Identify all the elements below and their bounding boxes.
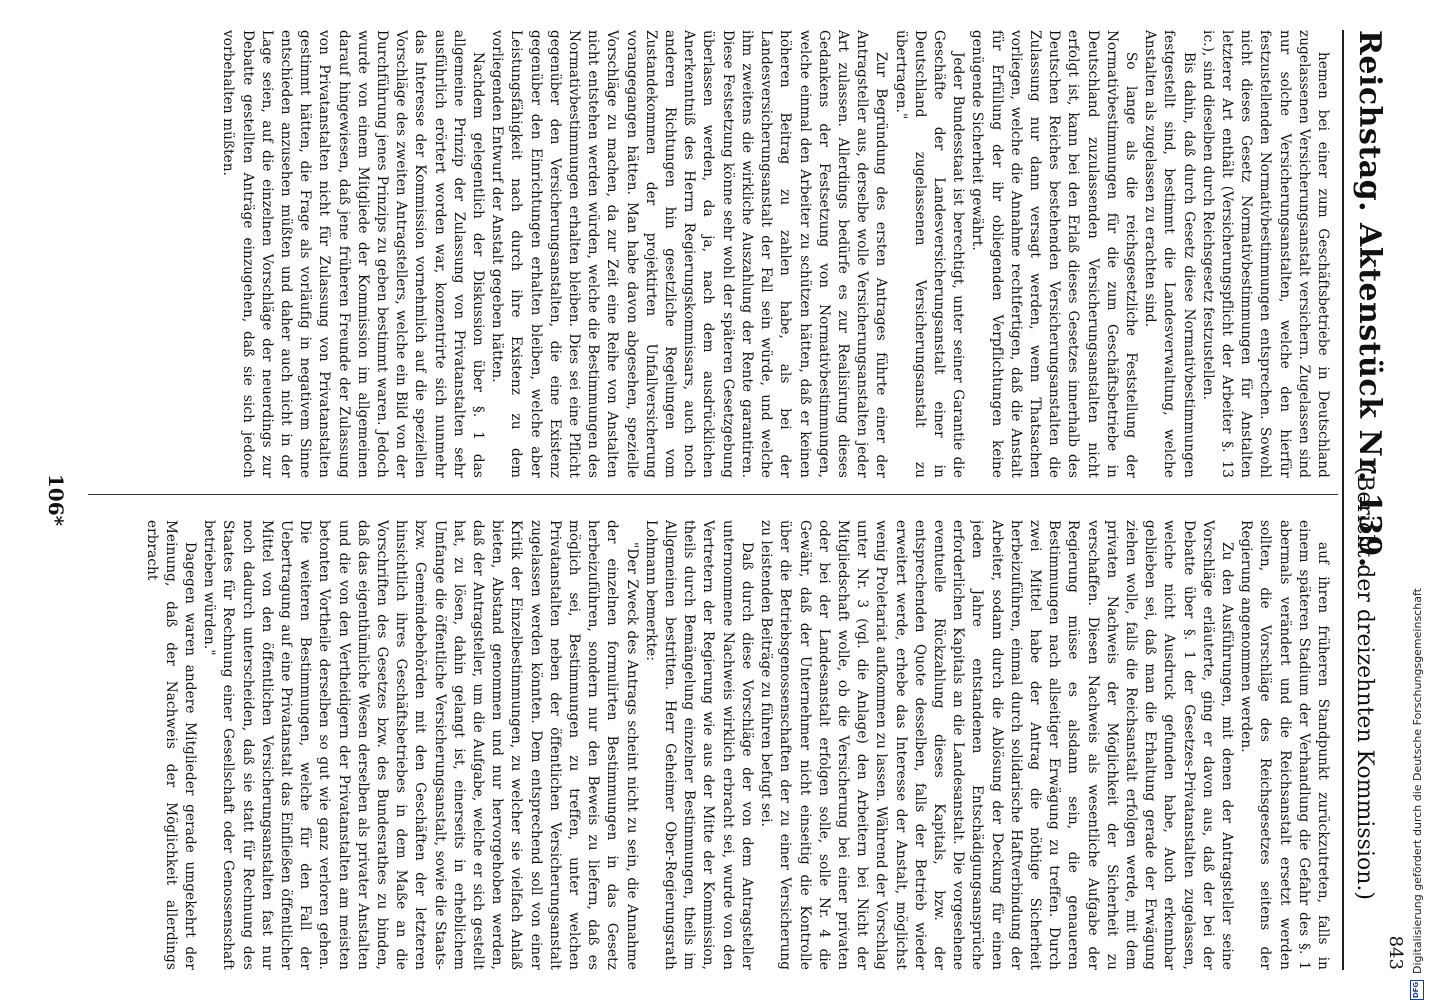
footer-text: Digitalisierung gefördert durch die Deutsche Forschungsgemeinschaft [1410,588,1424,974]
right-column [92,520,1332,970]
right-paragraph: Dagegen waren andere Mitglieder gerade umgekehrt der Meinung, daß der Nachweis der Möglichkeit allerdings erbracht [143,520,199,970]
header-page-number: (Bericht der dreizehnten Kommission.) [1352,466,1377,900]
dfg-logo-icon: DFG [1410,980,1424,1000]
header-page-num: 843 [1385,935,1406,970]
left-column [92,30,1332,478]
left-paragraph: Bis dahin, daß durch Gesetz diese Normativbestimmungen festgestellt sind, bestimmt die Landesverwaltung, welche Anstalten als zugelassen zu erachten sind. [1142,30,1197,478]
right-paragraph: Daß durch diese Vorschläge der von dem Antragsteller unternommene Nachweis wirklich erbracht sei, wurde von den Vertretern der Regierung wie aus der Mitte der Kommission, theils durch Bemängelung einzelner Bestimmungen, theils im Allgemeinen bestritten. Herr Geheimer Ober-Regierungsrath Lohmann bemerkte: [642,520,755,970]
page-header [1342,30,1404,970]
header-title: Reichstag. Aktenstück Nr. 139. [1352,30,1387,568]
right-paragraph: "Der Zweck des Antrags scheint nicht zu sein, die Annahme der einzelnen formulirten Bestimmungen in das Gesetz herbeizuführen, sondern nur den Beweis zu liefern, daß es möglich sei, Bestimmungen zu treffen, unter welchen Privatanstalten neben der öffentlichen Versicherungsanstalt zugelassen werden könnten. Dem entsprechend soll von einer Kritik der Einzelbestimmungen, zu welcher sie vielfach Anlaß bieten, Abstand genommen und nur hervorgehoben werden, daß der Antragsteller, um die Aufgabe, welche er sich gestellt hat, zu lösen, dahin gelangt ist, einerseits in erheblichem Umfange die öffentliche Versicherungsanstalt, sowie die Staats- bzw. Gemeindebehörden mit den Geschäften der letzteren hinsichtlich ihres Geschäftsbetriebes in dem Maße an die Vorschriften des Gesetzes bzw. des Bundesrathes zu binden, daß das eigenthümliche Wesen derselben als privater Anstalten und die von den Vertheidigern der Privatanstalten am meisten betonten Vortheile derselben so gut wie ganz verloren gehen. Die weiteren Bestimmungen, welche für den Fall der Uebertragung auf eine Privatanstalt das Einfließen öffentlicher Mittel von den öffentlichen Versicherungsanstalten fast nur noch dadurch unterscheiden, daß sie statt für Rechnung des Staates für Rechnung einer Gesellschaft oder Genossenschaft betrieben würden." [201,520,640,970]
left-paragraph: Zur Begründung des ersten Antrages führte einer der Antragsteller aus, derselbe wolle Versicherungsanstalten jeder Art zulassen. Allerdings bedürfe es zur Realisirung dieses Gedankens der Festsetzung von Normativbestimmungen, welche einmal den Arbeiter zu schützen hätten, daß er keinen höheren Beitrag zu zahlen habe, als bei der Landesversicherungsanstalt der Fall sein würde, und welche ihm zweitens die wirkliche Auszahlung der Rente garantiren. Diese Festsetzung könne sehr wohl der späteren Gesetzgebung überlassen werden, da ja, nach dem ausdrücklichen Anerkenntniß des Herrn Regierungskommissars, auch noch anderen Richtungen hin gesetzliche Regelungen vom Zustandekommen der projektirten Unfallversicherung vorangegangen hätten. Man habe davon abgesehen, spezielle Vorschläge zu machen, da zur Zeit eine Reihe von Anstalten nicht entstehen werden würden, welche die Bestimmungen des Normativbestimmungen erhalten bleiben. Dies sei eine Pflicht gegenüber den Versicherungsanstalten, die eine Existenz gegenüber den Einrichtungen erhalten bleiben, welche aber Leistungsfähigkeit nach durch ihre Existenz zu dem vorliegenden Entwurf der Anstalt gegeben hätten. [489,30,890,478]
left-paragraph: Jeder Bundesstaat ist berechtigt, unter seiner Garantie die Geschäfte der Landesversicherungsanstalt einer in Deutschland zugelassenen Versicherungsanstalt zu übertragen." [892,30,967,478]
bottom-page-number: 106* [44,473,68,527]
digitization-footer [1410,400,1424,1000]
left-paragraph: Nachdem gelegentlich der Diskussion über §. 1 das allgemeine Prinzip der Zulassung von Privatanstalten sehr ausführlich erörtert worden war, konzentrirte sich nunmehr das Interesse der Kommission vornehmlich auf die speziellen Vorschläge des zweiten Antragstellers, welche ein Bild von der Durchführung jenes Prinzips zu geben bestimmt waren. Jedoch wurde von einem Mitgliede der Kommission im allgemeinen darauf hingewiesen, daß jene früheren Freunde der Zulassung von Privatanstalten nicht für Zulassung von Privatanstalten gestimmt hätten, die Frage als vorläufig in negativem Sinne entschieden anzusehen müßten und daher auch nicht in der Lage seien, auf die einzelnen Vorschläge der neuerdings zur Debatte gestellten Anträge einzugehen, daß sie sich jedoch vorbehalten müßten. [220,30,487,478]
right-paragraph: auf ihren früheren Standpunkt zurückzutreten, falls in einem späteren Stadium der Verhandlung die Gefahr des §. 1 abermals verändert und die Reichsanstalt ersetzt werden sollten, die Vorschläge des Reichsgesetzes seitens der Regierung angenommen werden. [1238,520,1331,970]
right-paragraph: Zu den Ausführungen, mit denen der Antragsteller seine Vorschläge erläuterte, ging er davon aus, daß der bei der Debatte über §. 1 der Gesetzes-Privatanstalten zugelassen, welche nicht Ausdruck gefunden habe, Auch erkennbar geblieben sei, daß man die Erhaltung gerade der Erwägung ziehen wolle, falls die Reichsanstalt erfolgen werde, mit dem privaten Nachweis der Möglichkeit der Sicherheit zu verschaffen. Diesen Nachweis als wesentliche Aufgabe der Regierung müsse es alsdann sein, die genaueren Bestimmungen nach allseitiger Erwägung zu treffen. Durch zwei Mittel habe der Antrag die nöthige Sicherheit herbeizuführen, einmal durch solidarische Haftverbindung der Arbeiter, sodann durch die Ablösung der Deckung für einen jeden Jahre entstandenen Entschädigungsansprüche erforderlichen Kapitals an die Landesanstalt. Die vorgesehene eventuelle Rückzahlung dieses Kapitals, bzw. der entsprechenden Quote desselben, falls der Betrieb wieder erweitert werde, erhebe das Interesse der Anstalt, möglichst wenig Proletariat aufkommen zu lassen. Während der Vorschlag unter Nr. 3 (vgl. die Anlage) den Arbeitern bei Nicht der Mitgliedschaft wolle, ob die Versicherung bei einer privaten oder bei der Landesanstalt erfolgen solle, solle Nr. 4 die Gewähr, daß der Unternehmer nicht einseitig die Kontrolle über die Betriebsgenossenschaften der zu einer Versicherung zu leistenden Beiträge zu führen befugt sei. [758,520,1235,970]
column-divider [88,494,1338,495]
left-paragraph: So lange als die reichsgesetzliche Feststellung der Normativbestimmungen für die zum Geschäftsbetriebe in Deutschland zuzulassenden Versicherungsanstalten nicht erfolgt ist, kann bei den Erlaß dieses Gesetzes innerhalb des Deutschen Reiches bestehenden Versicherungsanstalten die Zulassung nur dann versagt werden, wenn Thatsachen vorliegen, welche die Annahme rechtfertigen, daß die Anstalt für Erfüllung der ihr obliegenden Verpflichtungen keine genügende Sicherheit gewährt. [969,30,1139,478]
left-paragraph: hemen bei einer zum Geschäftsbetriebe in Deutschland zugelassenen Versicherungsanstalt versichern. Zugelassen sind nur solche Versicherungsanstalten, welche den hierfür festzustellenden Normativbestimmungen entsprechen. Sowohl nicht dieses Gesetz Normativbestimmungen für Anstalten letzterer Art enthält (Versicherungspflicht der Arbeiter §. 13 ic.), sind dieselben durch Reichsgesetz festzustellen. [1199,30,1331,478]
